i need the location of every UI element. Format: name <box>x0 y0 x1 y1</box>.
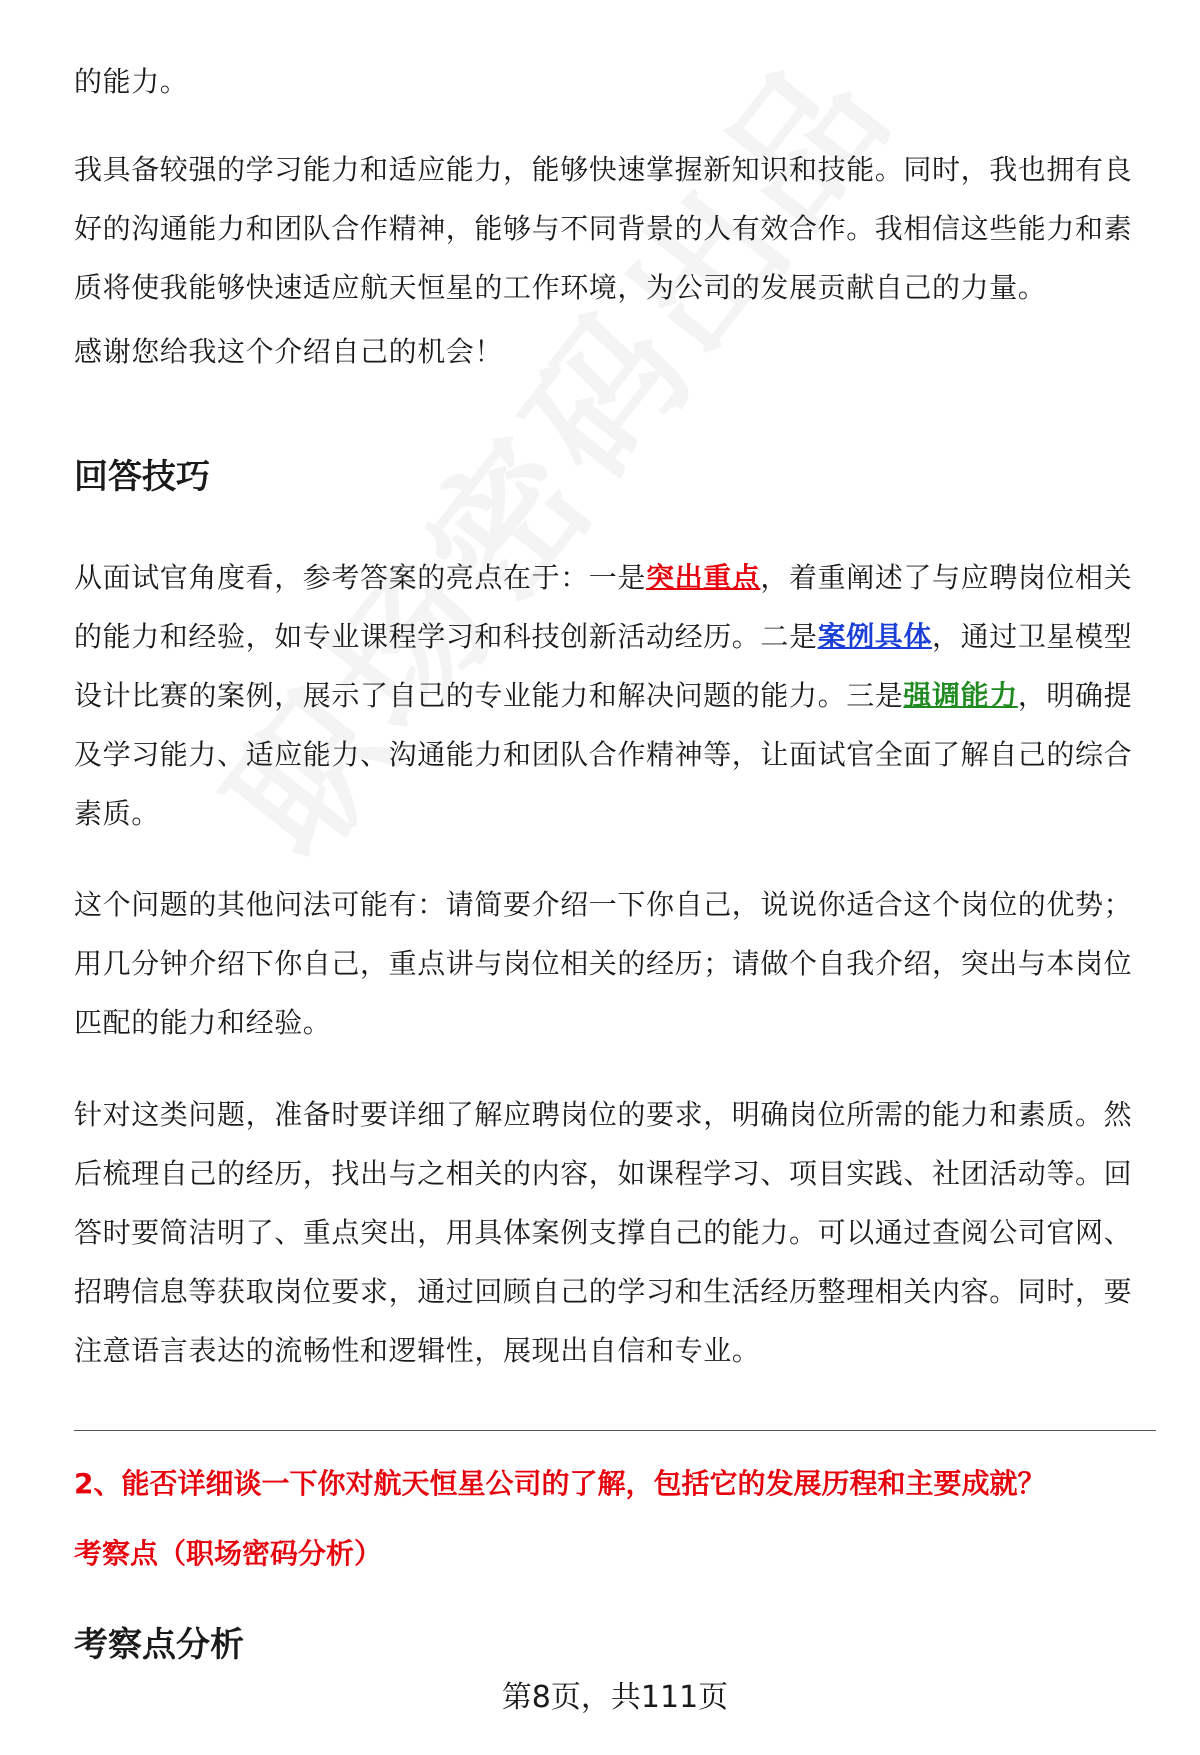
tips-text-3: ，通过卫星模型设计比赛的案例，展示了自己的专业能力和解决问题的能力。三是 <box>74 620 1133 712</box>
paragraph-preparation: 针对这类问题，准备时要详细了解应聘岗位的要求，明确岗位所需的能力和素质。然后梳理自己的经历，找出与之相关的内容，如课程学习、项目实践、社团活动等。回答时要简洁明了、重点突出，用具体案例支撑自己的能力。可以通过查阅公司官网、招聘信息等获取岗位要求，通过回顾自己的学习和生活经历整理相关内容。同时，要注意语言表达的流畅性和逻辑性，展现出自信和专业。 <box>74 1098 1133 1367</box>
tips-text-4: ，明确提及学习能力、适应能力、沟通能力和团队合作精神等，让面试官全面了解自己的综合素质。 <box>74 679 1133 830</box>
paragraph-tips <box>74 548 1156 843</box>
highlight-ability: 强调能力 <box>903 679 1018 712</box>
question-2: 2、能否详细谈一下你对航天恒星公司的了解，包括它的发展历程和主要成就？ <box>74 1467 1046 1500</box>
highlight-concrete-case: 案例具体 <box>817 620 933 653</box>
heading-answer-tips: 回答技巧 <box>74 457 210 497</box>
paragraph-other-ways: 这个问题的其他问法可能有：请简要介绍一下你自己，说说你适合这个岗位的优势；用几分钟介绍下你自己，重点讲与岗位相关的经历；请做个自我介绍，突出与本岗位匹配的能力和经验。 <box>74 888 1133 1039</box>
paragraph-abilities: 我具备较强的学习能力和适应能力，能够快速掌握新知识和技能。同时，我也拥有良好的沟通能力和团队合作精神，能够与不同背景的人有效合作。我相信这些能力和素质将使我能够快速适应航天恒星的工作环境，为公司的发展贡献自己的力量。 <box>74 153 1133 304</box>
tips-text-2: ，着重阐述了与应聘岗位相关的能力和经验，如专业课程学习和科技创新活动经历。二是 <box>74 561 1133 653</box>
heading-focus-analysis: 考察点分析 <box>74 1625 244 1665</box>
paragraph-thanks: 感谢您给我这个介绍自己的机会！ <box>74 335 504 368</box>
page-number: 第8页，共111页 <box>501 1680 729 1715</box>
document-page <box>74 0 1156 1755</box>
intro-tail: 的能力。 <box>74 65 189 98</box>
highlight-focus: 突出重点 <box>646 561 761 594</box>
subheading-focus-points: 考察点（职场密码分析） <box>74 1537 383 1570</box>
tips-text-1: 从面试官角度看，参考答案的亮点在于：一是 <box>74 561 647 594</box>
section-divider <box>74 1430 1156 1431</box>
